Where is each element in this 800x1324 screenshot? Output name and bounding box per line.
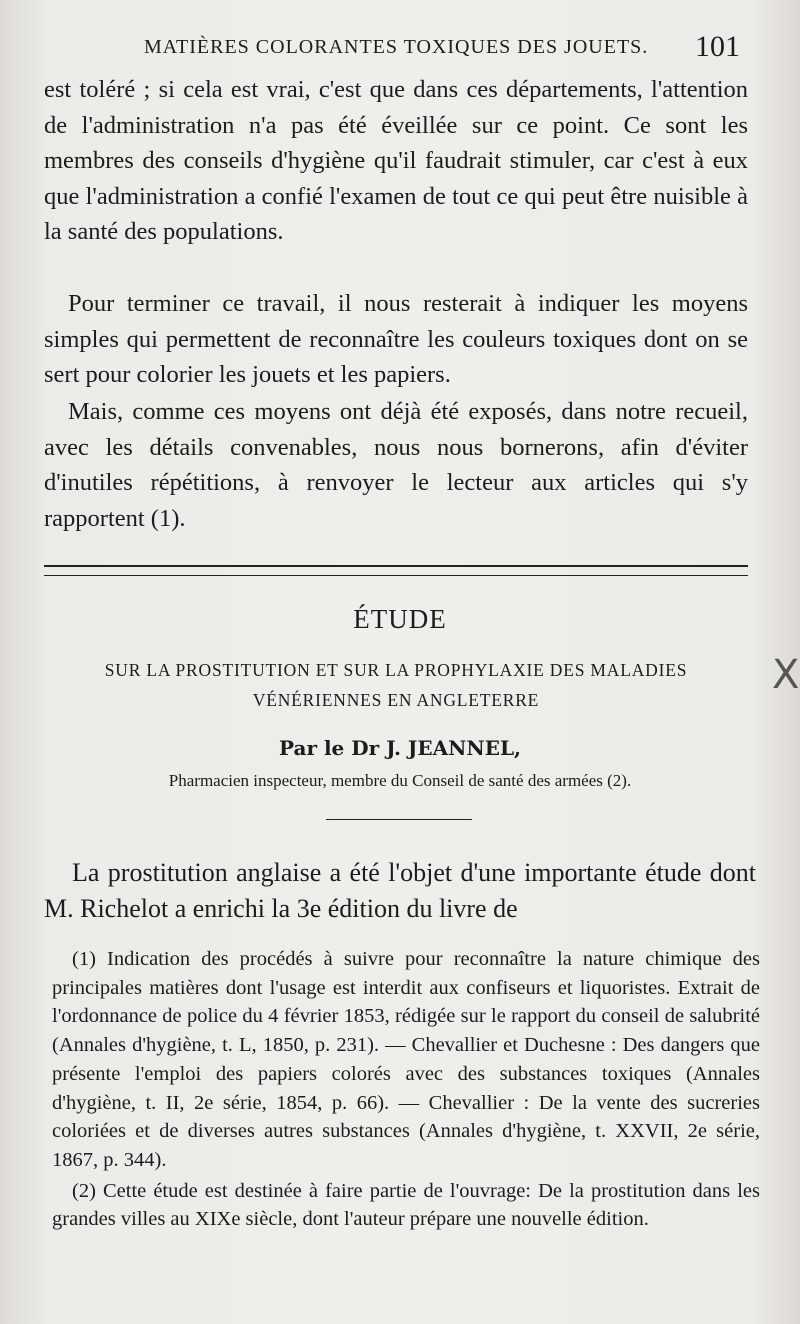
- footnote-1: [52, 945, 760, 1175]
- paragraph-references: [44, 394, 748, 536]
- footnote-2-text: (2) Cette étude est destinée à faire partie de l'ouvrage: De la prostitution dans les grandes villes au XIXe siècle, dont l'auteur prépare une nouvelle édition.: [52, 1179, 760, 1231]
- footnote-1-text: (1) Indication des procédés à suivre pour reconnaître la nature chimique des principales matières dont l'usage est interdit aux confiseurs et liquoristes. Extrait de l'ordonnance de police du 4 février 1853, rédigée sur le rapport du conseil de salubrité (Annales d'hygiène, t. L, 1850, p. 231). — Chevallier et Duchesne : Des dangers que présente l'emploi des papiers colorés avec des substances toxiques (Annales d'hygiène, t. II, 2e série, 1854, p. 66). — Chevallier : De la vente des sucreries coloriées et de diverses autres substances (Annales d'hygiène, t. XXVII, 2e série, 1867, p. 344).: [52, 948, 760, 1171]
- footnote-2: [52, 1177, 760, 1234]
- article-title: ÉTUDE: [353, 604, 447, 634]
- margin-annotation: X: [772, 652, 800, 698]
- author-role: Pharmacien inspecteur, membre du Conseil de santé des armées (2).: [168, 771, 632, 790]
- article-subtitle: SUR LA PROSTITUTION ET SUR LA PROPHYLAXIE DES MALADIES VÉNÉRIENNES EN ANGLETERRE: [104, 660, 688, 710]
- running-title: MATIÈRES COLORANTES TOXIQUES DES JOUETS.: [144, 36, 649, 58]
- article-opening: [44, 855, 756, 927]
- short-rule: [326, 819, 472, 820]
- footnotes: [52, 945, 760, 1234]
- paragraph-conclusion: [44, 286, 748, 393]
- section-divider: [44, 565, 748, 576]
- paragraph-conclusion-text: Pour terminer ce travail, il nous resterait à indiquer les moyens simples qui permettent de reconnaître les couleurs toxiques dont on se sert pour colorier les jouets et les papiers.: [44, 290, 748, 389]
- article-opening-text: La prostitution anglaise a été l'objet d'une importante étude dont M. Richelot a enrichi la 3e édition du livre de: [44, 858, 756, 923]
- paragraph-references-text: Mais, comme ces moyens ont déjà été exposés, dans notre recueil, avec les détails convenables, nous nous bornerons, afin d'éviter d'inutiles répétitions, à renvoyer le lecteur aux articles qui s'y rapportent (1).: [44, 398, 748, 532]
- article-author: Par le Dr J. JEANNEL,: [279, 736, 521, 760]
- paragraph-continuation: est toléré ; si cela est vrai, c'est que dans ces départements, l'attention de l'administration n'a pas été éveillée sur ce point. Ce sont les membres des conseils d'hygiène qu'il faudrait stimuler, car c'est à eux que l'administration a confié l'examen de tout ce qui peut être nuisible à la santé des populations.: [44, 76, 748, 246]
- page-number: 101: [695, 30, 740, 63]
- running-head: [110, 30, 740, 70]
